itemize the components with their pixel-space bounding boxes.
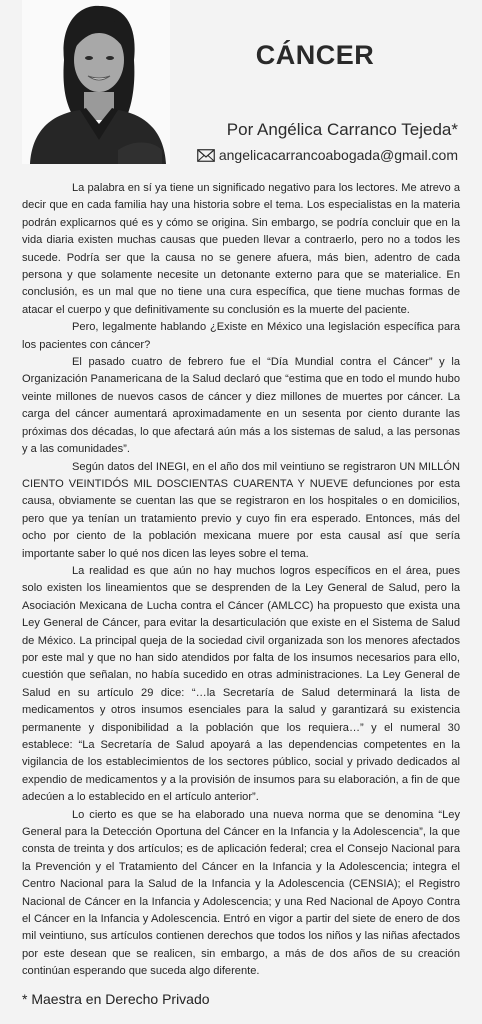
email-address[interactable]: angelicacarrancoabogada@gmail.com bbox=[218, 147, 458, 163]
author-footnote: * Maestra en Derecho Privado bbox=[22, 991, 210, 1007]
mail-icon bbox=[197, 149, 215, 162]
author-portrait bbox=[22, 0, 170, 164]
paragraph-1: La palabra en sí ya tiene un significado negativo para los lectores. Me atrevo a decir que en cada familia hay una historia sobre el tema. Los especialistas en la materia podrán explicarnos qué es y cómo se origina. Sin embargo, se podría concluir que en la vida diaria existen muchas causas que pueden llevar a contraerlo, pero no a todos les sucede. Podría ser que la causa no se genere afuera, más bien, adentro de cada persona y que solamente necesite un detonante externo para que se materialice. En conclusión, es un mal que no tiene una cura específica, que tiene muchas formas de atacar el cuerpo y que definitivamente su conclusión es la muerte del paciente. bbox=[22, 182, 460, 316]
paragraph-2: Pero, legalmente hablando ¿Existe en México una legislación específica para los pacientes con cáncer? bbox=[22, 321, 460, 351]
author-byline: Por Angélica Carranco Tejeda* bbox=[226, 120, 458, 139]
paragraph-4: Según datos del INEGI, en el año dos mil veintiuno se registraron UN MILLÓN CIENTO VEINTIDÓS MIL DOSCIENTAS CUARENTA Y NUEVE defunciones por esta causa, obviamente se cuentan las que se registraron en los hospitales o en domicilios, pero que ya tenían un tratamiento previo y cuyo fin era esperado. Entonces, más del ocho por ciento de la población mexicana muere por esta causal así que sería importante saber lo qué nos dicen las leyes sobre el tema. bbox=[22, 460, 460, 560]
article-body bbox=[22, 180, 460, 981]
author-email bbox=[197, 147, 458, 163]
article-title: CÁNCER bbox=[255, 40, 375, 70]
paragraph-5: La realidad es que aún no hay muchos logros específicos en el área, pues solo existen los lineamientos que se desprenden de la Ley General de Salud, pero la Asociación Mexicana de Lucha contra el Cáncer (AMLCC) ha propuesto que exista una Ley General de Cáncer, para evitar la desarticulación que existe en el Sistema de Salud de México. La principal queja de la sociedad civil organizada son los menores afectados por este mal y que no han sido atendidos por falta de los insumos necesarios para ello, cuestión que señalan, no había sucedido en otras administraciones. La Ley General de Salud en su artículo 29 dice: “…la Secretaría de Salud determinará la lista de medicamentos y otros insumos esenciales para la salud y garantizará su existencia permanente y disponibilidad a la población que los requiera…” y el numeral 30 establece: “La Secretaría de Salud apoyará a las dependencias competentes en la vigilancia de los establecimientos de los sectores público, social y privado dedicados al expendio de medicamentos y a la provisión de insumos para su elaboración, a fin de que adecúen a lo establecido en el artículo anterior”. bbox=[22, 564, 460, 804]
paragraph-3: El pasado cuatro de febrero fue el “Día Mundial contra el Cáncer” y la Organización Panamericana de la Salud declaró que “estima que en todo el mundo hubo veinte millones de nuevos casos de cáncer y diez millones de muertes por cáncer. La carga del cáncer aumentará aproximadamente en un sesenta por ciento durante las próximas dos décadas, lo que afectará aún más a los sistemas de salud, a las personas y a las comunidades”. bbox=[22, 356, 460, 456]
paragraph-6: Lo cierto es que se ha elaborado una nueva norma que se denomina “Ley General para la Detección Oportuna del Cáncer en la Infancia y la Adolescencia”, la que consta de treinta y dos artículos; es de aplicación federal; crea el Consejo Nacional para la Prevención y el Tratamiento del Cáncer en la Infancia y la Adolescencia; integra el Centro Nacional para la Salud de la Infancia y la Adolescencia (CENSIA); el Registro Nacional de Cáncer en la Infancia y Adolescencia; y una Red Nacional de Apoyo Contra el Cáncer en la Infancia y Adolescencia. Entró en vigor a partir del siete de enero de dos mil veintiuno, sus artículos contienen derechos que todos los niños y las niñas afectados por este desean que se realicen, sin embargo, a más de dos años de su creación continúan esperando que suceda algo diferente. bbox=[22, 808, 460, 978]
